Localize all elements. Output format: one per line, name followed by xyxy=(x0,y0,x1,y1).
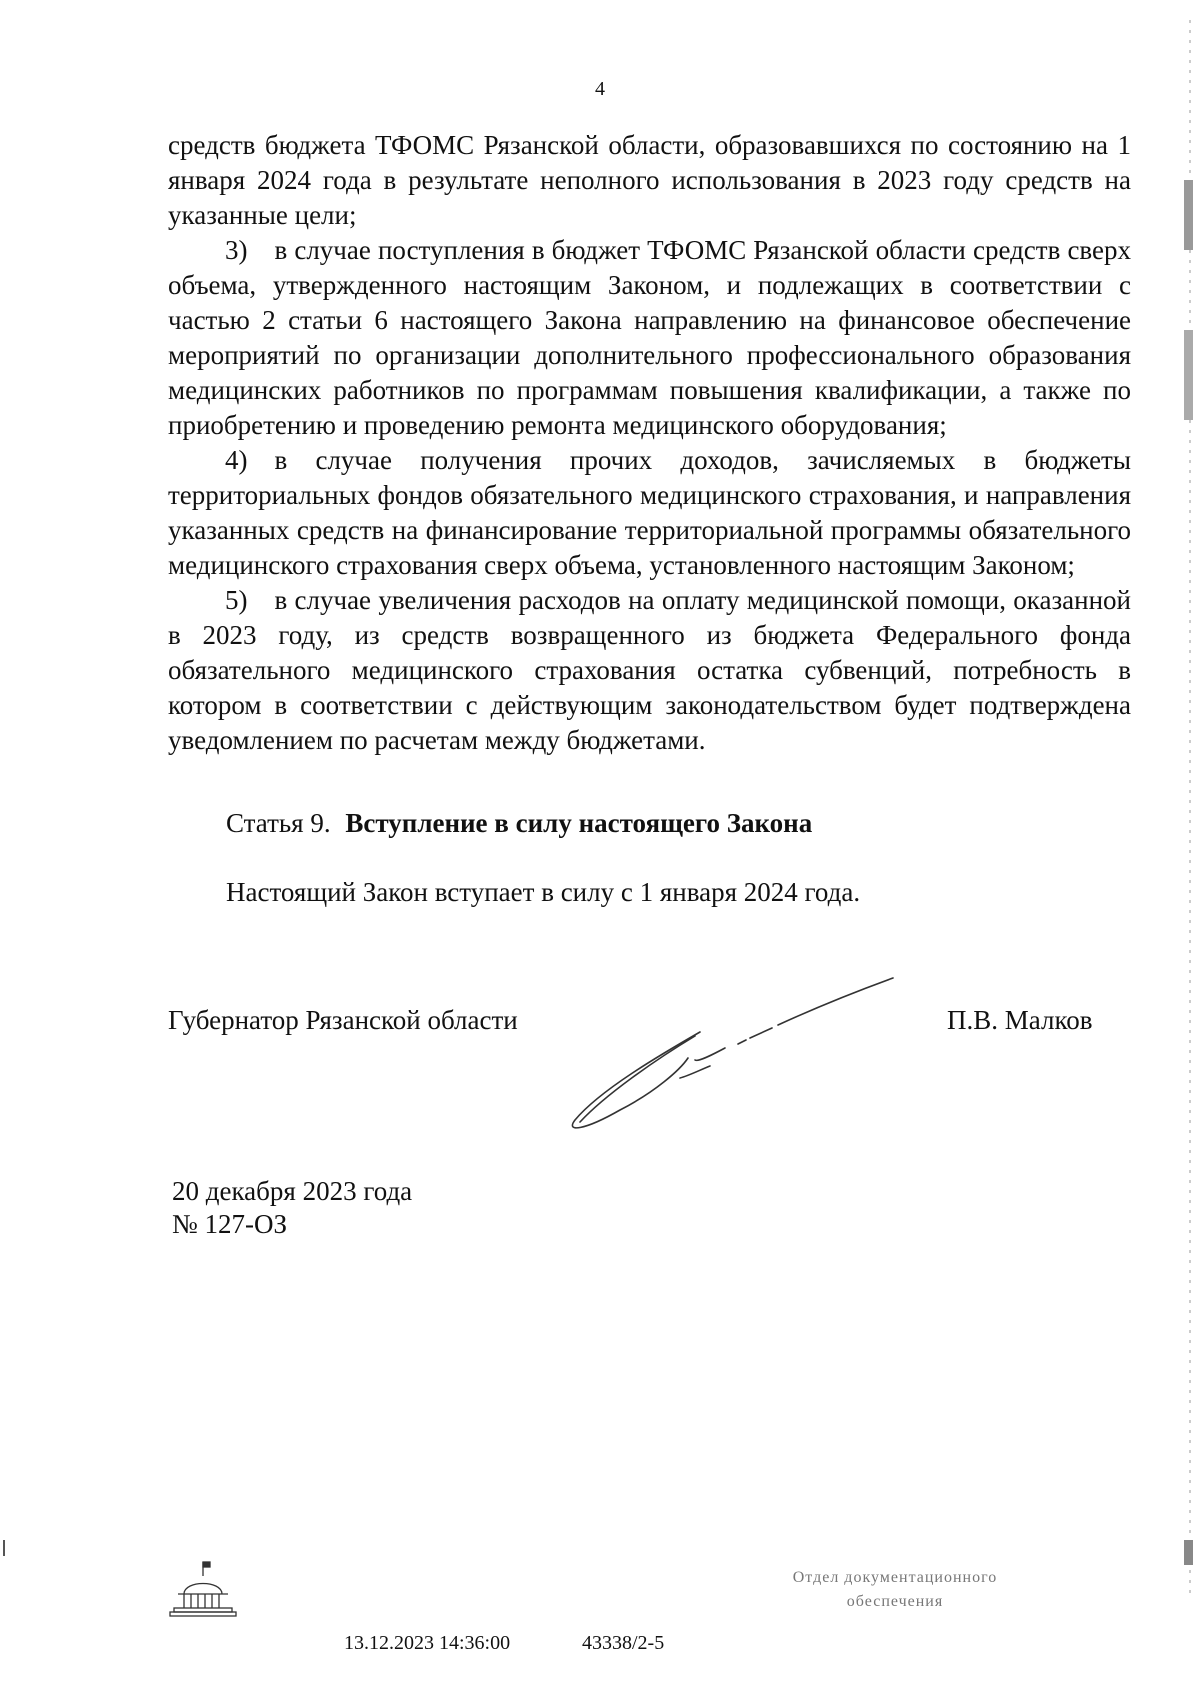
stamp-line-2: обеспечения xyxy=(846,1593,944,1610)
list-item-3: 3) в случае поступления в бюджет ТФОМС Рязанской области средств сверх объема, утвержденного настоящим Законом, и подлежащих в соответствии с частью 2 статьи 6 настоящего Закона направлению на финансовое обеспечение мероприятий по организации дополнительного профессионального образования медицинских работников по программам повышения квалификации, а также по приобретению и проведению ремонта медицинского оборудования; xyxy=(168,235,1131,440)
list-item-4: 4) в случае получения прочих доходов, зачисляемых в бюджеты территориальных фондов обязательного медицинского страхования, и направления указанных средств на финансирование территориальной программы обязательного медицинского страхования сверх объема, установленного настоящим Законом; xyxy=(168,445,1131,580)
footer-timestamp: 13.12.2023 14:36:00 xyxy=(344,1632,511,1654)
parliament-building-logo xyxy=(168,1560,238,1618)
article-title: Вступление в силу настоящего Закона xyxy=(345,808,813,838)
paragraph-continuation: средств бюджета ТФОМС Рязанской области, образовавшихся по состоянию на 1 января 2024 года в результате неполного использования в 2023 году средств на указанные цели; xyxy=(168,130,1131,230)
effective-date-text: Настоящий Закон вступает в силу с 1 января 2024 года. xyxy=(226,877,861,907)
signatory-title: Губернатор Рязанской области xyxy=(168,1005,518,1035)
department-stamp xyxy=(745,1566,1045,1614)
signatory-name: П.В. Малков xyxy=(947,1005,1093,1035)
list-item-5: 5) в случае увеличения расходов на оплату медицинской помощи, оказанной в 2023 году, из средств возвращенного из бюджета Федерального фонда обязательного медицинского страхования остатка субвенций, потребность в котором в соответствии с действующим законодательством будет подтверждена уведомлением по расчетам между бюджетами. xyxy=(168,585,1131,755)
article-number: Статья 9. xyxy=(226,808,331,838)
handwritten-signature xyxy=(560,970,900,1135)
scan-edge-artifact xyxy=(1180,0,1200,1695)
scan-margin-mark xyxy=(3,1540,5,1556)
signing-date: 20 декабря 2023 года xyxy=(172,1176,413,1206)
stamp-line-1: Отдел документационного xyxy=(792,1569,998,1586)
article-heading xyxy=(226,808,812,839)
footer-document-code: 43338/2-5 xyxy=(582,1632,665,1654)
document-body xyxy=(168,128,1131,758)
law-number: № 127-ОЗ xyxy=(172,1209,288,1239)
page-number: 4 xyxy=(595,78,605,100)
date-number-block xyxy=(172,1175,412,1241)
